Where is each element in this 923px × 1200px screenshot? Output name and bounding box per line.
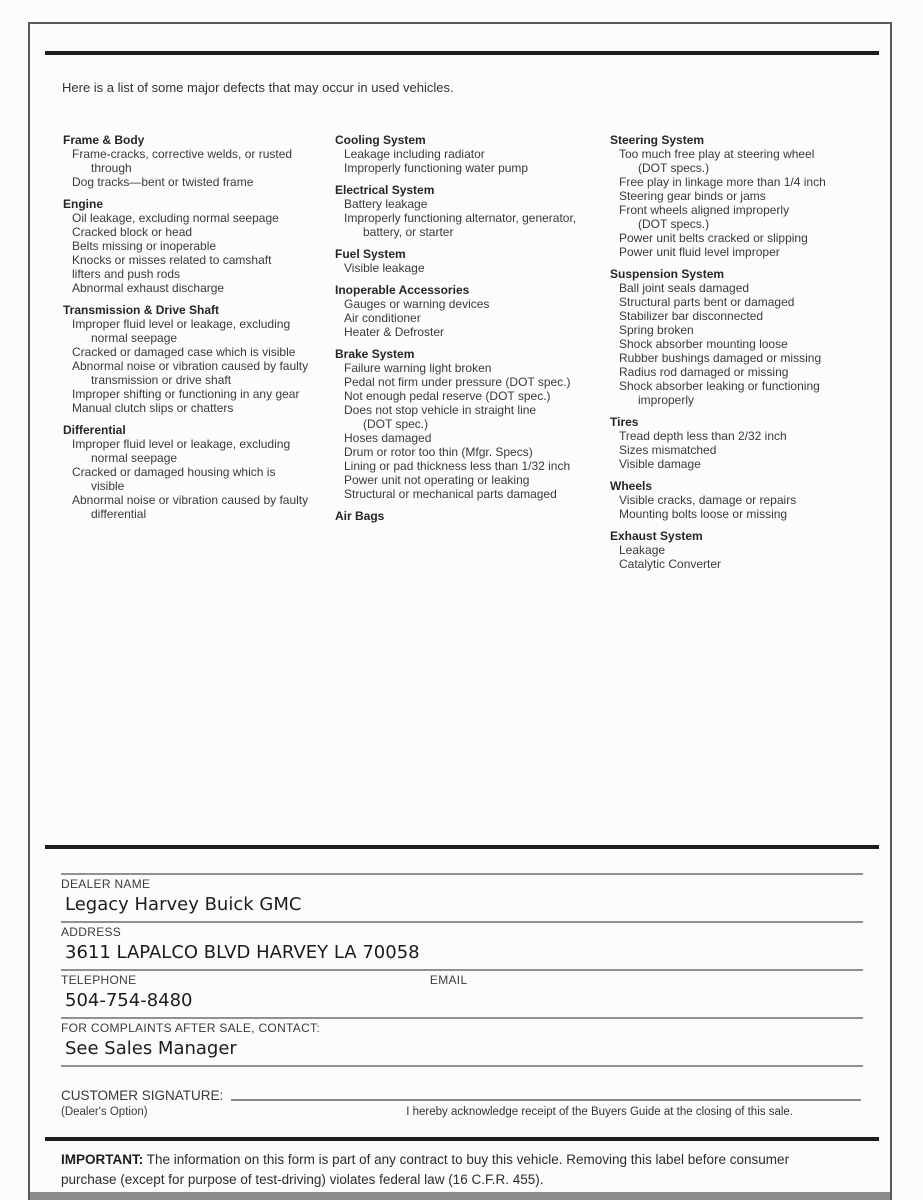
- dealers-option-note: (Dealer's Option): [61, 1106, 148, 1118]
- address-value: 3611 LAPALCO BLVD HARVEY LA 70058: [65, 942, 420, 963]
- complaints-contact-label: FOR COMPLAINTS AFTER SALE, CONTACT:: [61, 1021, 320, 1035]
- defect-column-3: [610, 133, 890, 571]
- defect-item: Manual clutch slips or chatters: [72, 401, 234, 415]
- defect-item: Cracked block or head: [72, 225, 193, 239]
- important-notice: [61, 1150, 830, 1189]
- defect-section-heading: Frame & Body: [63, 133, 145, 147]
- defect-section-heading: Tires: [610, 415, 639, 429]
- defect-item: Radius rod damaged or missing: [619, 365, 789, 379]
- complaints-contact-value: See Sales Manager: [65, 1038, 237, 1059]
- defect-item: Drum or rotor too thin (Mfgr. Specs): [344, 445, 533, 459]
- signature-block: [61, 1087, 863, 1118]
- defect-section-heading: Exhaust System: [610, 529, 703, 543]
- defect-item: Hoses damaged: [344, 431, 432, 445]
- defect-item: Power unit fluid level improper: [619, 245, 780, 259]
- defect-item: Spring broken: [619, 323, 694, 337]
- defect-item: Tread depth less than 2/32 inch: [619, 429, 787, 443]
- defect-item: Visible leakage: [344, 261, 425, 275]
- defect-item: Air conditioner: [344, 311, 421, 325]
- signature-line: [231, 1087, 861, 1101]
- email-field: [430, 973, 863, 1014]
- defect-item: transmission or drive shaft: [91, 373, 232, 387]
- defect-section-heading: Differential: [63, 423, 126, 437]
- defect-section-heading: Cooling System: [335, 133, 426, 147]
- defect-item: Improper fluid level or leakage, excluding: [72, 437, 291, 451]
- defect-item: Failure warning light broken: [344, 361, 492, 375]
- defect-item: Too much free play at steering wheel: [619, 147, 815, 161]
- defect-section-heading: Electrical System: [335, 183, 435, 197]
- defect-section-heading: Transmission & Drive Shaft: [63, 303, 220, 317]
- defect-item: Heater & Defroster: [344, 325, 445, 339]
- telephone-value: 504-754-8480: [65, 990, 193, 1011]
- dealer-name-field: [61, 873, 863, 921]
- defect-item: Steering gear binds or jams: [619, 189, 766, 203]
- defect-item: Abnormal noise or vibration caused by faulty: [72, 359, 309, 373]
- defect-item: visible: [91, 479, 125, 493]
- telephone-label: TELEPHONE: [61, 973, 137, 987]
- dealer-info-section: [30, 845, 890, 1118]
- address-field: [61, 921, 863, 969]
- defect-item: Does not stop vehicle in straight line: [344, 403, 537, 417]
- defect-item: Front wheels aligned improperly: [619, 203, 790, 217]
- defect-item: Improper fluid level or leakage, excluding: [72, 317, 291, 331]
- defect-item: through: [91, 161, 132, 175]
- defect-item: (DOT spec.): [363, 417, 429, 431]
- defect-item: Pedal not firm under pressure (DOT spec.): [344, 375, 571, 389]
- defect-item: Knocks or misses related to camshaft: [72, 253, 272, 267]
- defect-item: Free play in linkage more than 1/4 inch: [619, 175, 826, 189]
- defect-item: Visible damage: [619, 457, 701, 471]
- defect-section-heading: Brake System: [335, 347, 415, 361]
- top-divider-rule: [45, 51, 879, 55]
- defect-list: [63, 133, 890, 571]
- defect-item: Battery leakage: [344, 197, 428, 211]
- defect-item: Improperly functioning alternator, generator,: [344, 211, 577, 225]
- defect-item: battery, or starter: [363, 225, 454, 239]
- defect-item: Cracked or damaged housing which is: [72, 465, 276, 479]
- defect-item: Power unit belts cracked or slipping: [619, 231, 808, 245]
- defect-item: Rubber bushings damaged or missing: [619, 351, 822, 365]
- important-divider-rule: [45, 1137, 879, 1141]
- defect-section-heading: Air Bags: [335, 509, 385, 523]
- address-label: ADDRESS: [61, 925, 122, 939]
- defect-item: Shock absorber leaking or functioning: [619, 379, 820, 393]
- defect-item: Sizes mismatched: [619, 443, 717, 457]
- complaints-contact-field: [61, 1017, 863, 1067]
- defect-section-heading: Steering System: [610, 133, 705, 147]
- defect-item: (DOT specs.): [638, 217, 710, 231]
- telephone-field: [61, 973, 430, 1014]
- defect-item: Ball joint seals damaged: [619, 281, 750, 295]
- acknowledgment-text: I hereby acknowledge receipt of the Buyers Guide at the closing of this sale.: [406, 1106, 793, 1118]
- defect-item: Belts missing or inoperable: [72, 239, 217, 253]
- telephone-email-row: [61, 969, 863, 1017]
- defect-item: Oil leakage, excluding normal seepage: [72, 211, 279, 225]
- defect-section-heading: Suspension System: [610, 267, 725, 281]
- defect-item: lifters and push rods: [72, 267, 181, 281]
- dealer-name-value: Legacy Harvey Buick GMC: [65, 894, 302, 915]
- email-label: EMAIL: [429, 973, 468, 987]
- defect-item: Structural parts bent or damaged: [619, 295, 795, 309]
- page-bottom-edge: [30, 1192, 890, 1200]
- important-label: IMPORTANT:: [61, 1152, 144, 1167]
- middle-divider-rule: [45, 845, 879, 849]
- defect-item: Improperly functioning water pump: [344, 161, 529, 175]
- defect-item: Cracked or damaged case which is visible: [72, 345, 296, 359]
- defect-item: Catalytic Converter: [619, 557, 722, 571]
- defect-section-heading: Engine: [63, 197, 104, 211]
- defect-item: Stabilizer bar disconnected: [619, 309, 764, 323]
- important-notice-section: [30, 1137, 890, 1189]
- defect-item: Abnormal noise or vibration caused by faulty: [72, 493, 309, 507]
- defect-section-heading: Wheels: [610, 479, 653, 493]
- defect-item: Mounting bolts loose or missing: [619, 507, 788, 521]
- defect-item: Shock absorber mounting loose: [619, 337, 788, 351]
- dealer-form: [61, 873, 863, 1067]
- defect-column-2: [335, 133, 610, 571]
- email-value: [430, 988, 863, 1014]
- defect-item: Dog tracks—bent or twisted frame: [72, 175, 254, 189]
- defect-section-heading: Inoperable Accessories: [335, 283, 470, 297]
- defect-item: normal seepage: [91, 331, 178, 345]
- defect-item: normal seepage: [91, 451, 178, 465]
- defect-section-heading: Fuel System: [335, 247, 406, 261]
- defect-item: Lining or pad thickness less than 1/32 inch: [344, 459, 571, 473]
- defect-item: (DOT specs.): [638, 161, 710, 175]
- customer-signature-label: CUSTOMER SIGNATURE:: [61, 1088, 224, 1103]
- defect-item: Abnormal exhaust discharge: [72, 281, 225, 295]
- defect-item: improperly: [638, 393, 695, 407]
- defect-item: Frame-cracks, corrective welds, or rusted: [72, 147, 293, 161]
- defect-item: Leakage: [619, 543, 666, 557]
- defect-item: Power unit not operating or leaking: [344, 473, 530, 487]
- defect-item: Improper shifting or functioning in any gear: [72, 387, 300, 401]
- important-body: The information on this form is part of any contract to buy this vehicle. Removing this label before consumer purchase (except for purpose of test-driving) violates federal law (16 C.F.R. 455).: [61, 1152, 790, 1187]
- defect-column-1: [63, 133, 335, 571]
- dealer-name-label: DEALER NAME: [61, 877, 151, 891]
- defect-item: Leakage including radiator: [344, 147, 485, 161]
- buyers-guide-back-page: [28, 22, 892, 1200]
- defect-item: Structural or mechanical parts damaged: [344, 487, 557, 501]
- defect-item: Visible cracks, damage or repairs: [619, 493, 797, 507]
- defect-item: Gauges or warning devices: [344, 297, 490, 311]
- intro-text: Here is a list of some major defects that may occur in used vehicles.: [62, 80, 454, 95]
- defect-item: differential: [91, 507, 147, 521]
- defect-item: Not enough pedal reserve (DOT spec.): [344, 389, 551, 403]
